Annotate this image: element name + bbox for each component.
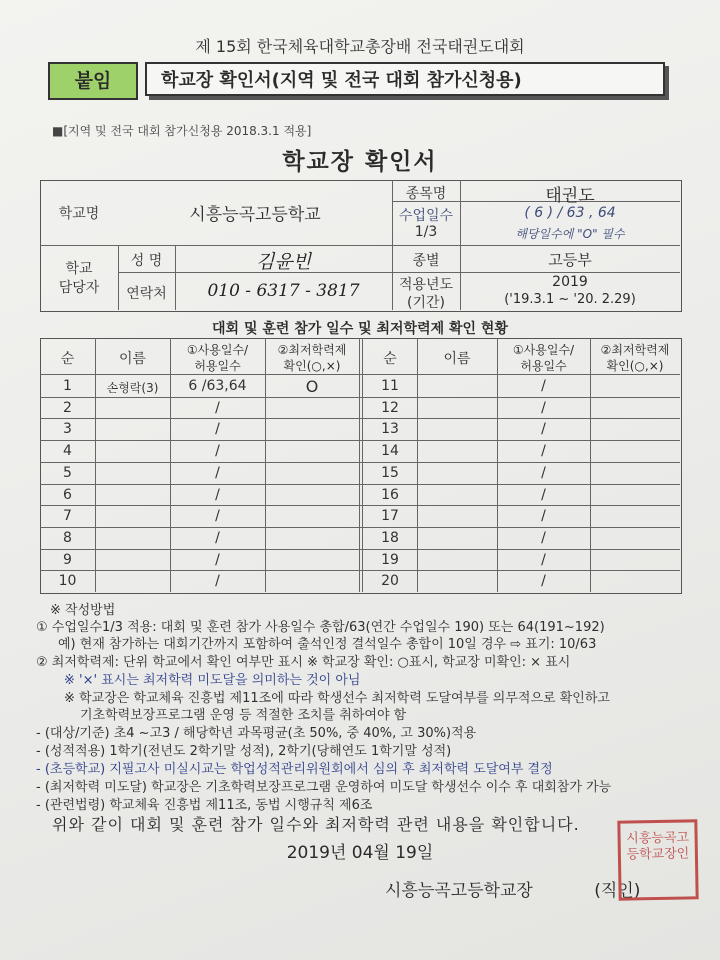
col-days-left-2: 허용일수: [194, 359, 241, 373]
row-no: 14: [381, 443, 399, 460]
school-name: 시흥능곡고등학교: [189, 205, 321, 225]
row-divider: [40, 527, 680, 528]
row-days: /: [541, 573, 546, 590]
attachment-badge: 붙임: [48, 62, 138, 100]
divider: [417, 338, 418, 592]
year-value: 2019: [552, 274, 588, 290]
row-no: 8: [63, 529, 72, 546]
instruction-line: - (대상/기준) 초4 ~고3 / 해당학년 과목평균(초 50%, 중 40%, 고 30%)적용: [36, 726, 477, 741]
division-value: 고등부: [548, 251, 592, 269]
instruction-line: 기초학력보장프로그램 운영 등 적절한 조치를 취하여야 함: [80, 708, 407, 723]
col-no-left: 순: [60, 351, 75, 367]
seal-suffix: (직인): [594, 881, 641, 901]
contact-label: 연락처: [126, 286, 167, 302]
issue-date: 2019년 04월 19일: [286, 843, 434, 863]
row-divider: [40, 549, 680, 550]
days-value: ( 6 ) / 63 , 64: [524, 205, 616, 221]
row-no: 12: [381, 399, 399, 416]
row-name: 손형락(3): [106, 381, 159, 395]
row-no: 9: [63, 551, 72, 568]
row-days: /: [541, 443, 546, 460]
col-min-left: ②최저학력제: [277, 343, 347, 357]
divider: [40, 245, 680, 246]
days-label: 수업일수: [398, 208, 454, 224]
col-name-right: 이름: [443, 351, 471, 367]
row-no: 10: [58, 573, 77, 590]
official-seal: [617, 819, 698, 900]
signatory-name: 시흥능곡고등학교장: [385, 881, 533, 901]
row-divider: [40, 462, 680, 463]
manager-label: 학교: [65, 261, 93, 277]
days-note: 해당일수에 "O" 필수: [515, 227, 625, 241]
row-check: O: [305, 377, 319, 396]
row-days: /: [215, 443, 220, 460]
instruction-line: ※ 학교장은 학교체육 진흥법 제11조에 따라 학생선수 최저학력 도달여부를 의무적으로 확인하고: [64, 691, 610, 706]
event-value: 태권도: [545, 186, 595, 206]
row-no: 17: [381, 508, 399, 525]
row-days: /: [215, 399, 220, 416]
col-min-left-2: 확인(○,×): [283, 359, 341, 373]
col-days-left: ①사용일수/: [186, 343, 249, 357]
year-label: 적용년도: [398, 277, 454, 293]
row-days: /: [541, 378, 546, 394]
row-days: /: [541, 486, 546, 503]
row-no: 16: [381, 486, 399, 503]
days-label-ratio: 1/3: [414, 224, 438, 240]
instruction-line: - (성적적용) 1학기(전년도 2학기말 성적), 2학기(당해연도 1학기말 성적): [36, 744, 452, 759]
instruction-line: ① 수업일수1/3 적용: 대회 및 훈련 참가 사용일수 총합/63(연간 수업일수 190) 또는 64(191~192): [36, 620, 605, 635]
divider: [392, 272, 680, 273]
instruction-line: ② 최저학력제: 단위 학교에서 확인 여부만 표시 ※ 학교장 확인: ○표시, 학교장 미확인: × 표시: [36, 655, 571, 670]
row-days: /: [215, 551, 220, 568]
col-no-right: 순: [383, 351, 397, 367]
col-min-right-2: 확인(○,×): [606, 359, 664, 373]
row-no: 15: [381, 464, 399, 481]
row-days: /: [541, 529, 546, 546]
col-name-left: 이름: [118, 351, 147, 367]
row-no: 5: [63, 464, 72, 481]
seal-text: 시흥능곡고등학교장인: [626, 830, 690, 863]
row-days: /: [541, 551, 546, 568]
row-no: 1: [63, 378, 72, 394]
row-days: /: [215, 573, 220, 590]
row-days: /: [215, 529, 220, 546]
row-divider: [40, 570, 680, 571]
divider: [95, 338, 96, 592]
row-days: 6 /63,64: [188, 378, 247, 394]
instruction-line: 예) 현재 참가하는 대회기간까지 포함하여 출석인정 결석일수 총합이 10일 경우 ⇨ 표기: 10/63: [58, 637, 597, 652]
row-divider: [40, 484, 680, 485]
col-min-right: ②최저학력제: [600, 343, 670, 357]
instruction-line: - (최저학력 미도달) 학교장은 기초학력보장프로그램 운영하여 미도달 학생선수 이수 후 대회참가 가능: [36, 780, 612, 795]
row-days: /: [541, 508, 546, 525]
row-days: /: [215, 486, 220, 503]
row-days: /: [215, 421, 220, 438]
row-days: /: [541, 399, 546, 416]
signatory: [385, 876, 640, 901]
instruction-line: ※ '×' 표시는 최저학력 미도달을 의미하는 것이 아님: [64, 673, 361, 688]
row-divider: [40, 440, 680, 441]
row-days: /: [215, 464, 220, 481]
divider: [359, 338, 360, 592]
row-divider: [40, 418, 680, 419]
row-no: 2: [63, 399, 72, 416]
col-days-right: ①사용일수/: [512, 343, 575, 357]
row-days: /: [541, 421, 546, 438]
status-table-title: 대회 및 훈련 참가 일수 및 최저학력제 확인 현황: [212, 321, 508, 337]
instruction-line: - (관련법령) 학교체육 진흥법 제11조, 동법 시행규칙 제6조: [36, 798, 373, 813]
row-no: 11: [381, 378, 399, 394]
name-label: 성 명: [130, 253, 163, 269]
period-value: ('19.3.1 ~ '20. 2.29): [504, 292, 636, 307]
row-no: 7: [63, 508, 72, 525]
row-no: 20: [381, 573, 399, 590]
instructions-heading: ※ 작성방법: [50, 603, 116, 618]
divider: [40, 374, 680, 375]
contact-value: 010 - 6317 - 3817: [207, 281, 360, 301]
row-days: /: [541, 464, 546, 481]
row-no: 6: [63, 486, 72, 503]
event-label: 종목명: [405, 186, 447, 202]
competition-title: 제 15회 한국체육대학교총장배 전국태권도대회: [195, 37, 525, 56]
divider: [590, 338, 591, 592]
row-divider: [40, 505, 680, 506]
row-no: 13: [381, 421, 399, 438]
applicability-note: ■[지역 및 전국 대회 참가신청용 2018.3.1 적용]: [52, 124, 312, 138]
main-title: 학교장 확인서: [282, 149, 438, 175]
manager-name: 김윤빈: [255, 251, 312, 273]
document-title: 학교장 확인서(지역 및 전국 대회 참가신청용): [145, 62, 665, 96]
col-days-right-2: 허용일수: [520, 359, 567, 373]
confirmation-statement: 위와 같이 대회 및 훈련 참가 일수와 최저학력 관련 내용을 확인합니다.: [52, 815, 580, 834]
year-label-period: (기간): [407, 295, 445, 311]
row-no: 4: [63, 443, 72, 460]
manager-label-2: 담당자: [58, 280, 100, 296]
row-no: 19: [381, 551, 399, 568]
row-no: 18: [381, 529, 399, 546]
row-divider: [40, 397, 680, 398]
instruction-line: - (초등학교) 지필고사 미실시교는 학업성적관리위원회에서 심의 후 최저학력 도달여부 결정: [36, 762, 553, 777]
row-no: 3: [63, 421, 72, 438]
row-days: /: [215, 508, 220, 525]
division-label: 종별: [412, 253, 440, 269]
school-label: 학교명: [58, 206, 100, 222]
